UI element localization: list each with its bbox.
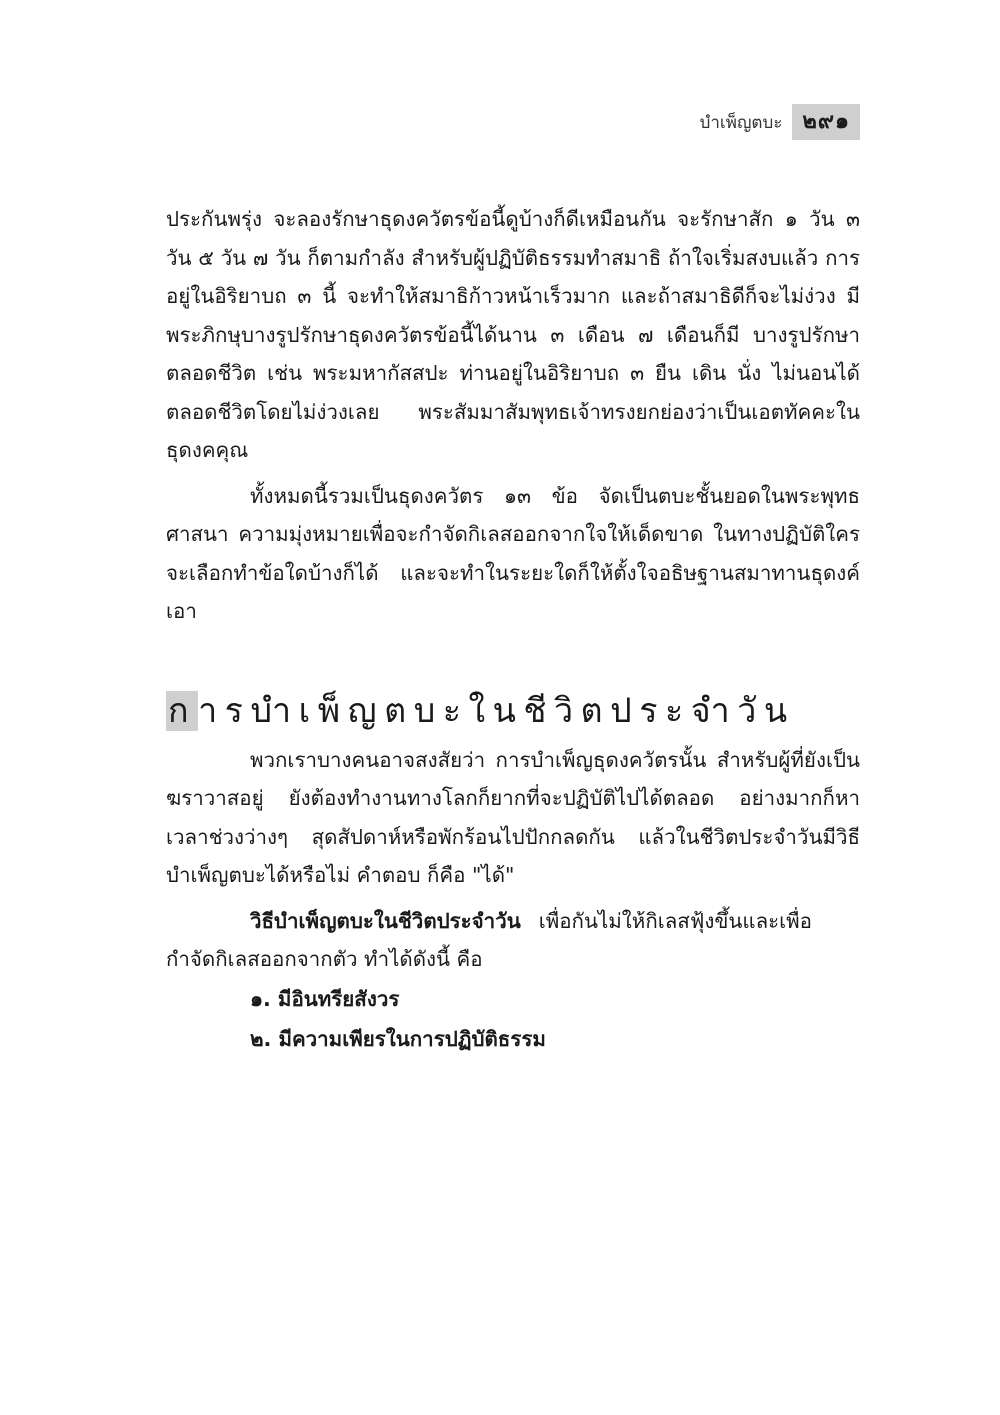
page-header: [700, 104, 860, 140]
list-item-1: ๑. มีอินทรียสังวร: [250, 986, 400, 1011]
paragraph-4: [166, 902, 860, 979]
section-heading-text: ารบำเพ็ญตบะในชีวิตประจำวัน: [198, 690, 795, 731]
page-number: ๒๙๑: [792, 104, 860, 140]
section-heading: [166, 689, 860, 733]
section-heading-initial: ก: [168, 690, 197, 731]
paragraph-4-text: เพื่อกันไม่ให้กิเลสฟุ้งขึ้นและเพื่อกำจัดกิเลสออกจากตัว ทำได้ดังนี้ คือ: [166, 908, 812, 971]
running-title: บำเพ็ญตบะ: [699, 112, 783, 133]
list-item-2: ๒. มีความเพียรในการปฏิบัติธรรม: [250, 1026, 546, 1051]
paragraph-2: ทั้งหมดนี้รวมเป็นธุดงควัตร ๑๓ ข้อ จัดเป็นตบะชั้นยอดในพระพุทธศาสนา ความมุ่งหมายเพื่อจะกำจัดกิเลสออกจากใจให้เด็ดขาด ในทางปฏิบัติใครจะเลือกทำข้อใดบ้างก็ได้ และจะทำในระยะใดก็ให้ตั้งใจอธิษฐานสมาทานธุดงค์เอา: [166, 483, 860, 623]
paragraph-1: ประกันพรุ่ง จะลองรักษาธุดงควัตรข้อนี้ดูบ้างก็ดีเหมือนกัน จะรักษาสัก ๑ วัน ๓ วัน ๕ วัน ๗ วัน ก็ตามกำลัง สำหรับผู้ปฏิบัติธรรมทำสมาธิ ถ้าใจเริ่มสงบแล้ว การอยู่ในอิริยาบถ ๓ นี้ จะทำให้สมาธิก้าวหน้าเร็วมาก และถ้าสมาธิดีก็จะไม่ง่วง มีพระภิกษุบางรูปรักษาธุดงควัตรข้อนี้ได้นาน ๓ เดือน ๗ เดือนก็มี บางรูปรักษาตลอดชีวิต เช่น พระมหากัสสปะ ท่านอยู่ในอิริยาบถ ๓ ยืน เดิน นั่ง ไม่นอนได้ตลอดชีวิตโดยไม่ง่วงเลย พระสัมมาสัมพุทธเจ้าทรงยกย่องว่าเป็นเอตทัคคะในธุดงคคุณ: [166, 207, 860, 462]
page-body: [166, 200, 860, 1059]
paragraph-3: พวกเราบางคนอาจสงสัยว่า การบำเพ็ญธุดงควัตรนั้น สำหรับผู้ที่ยังเป็นฆราวาสอยู่ ยังต้องทำงานทางโลกก็ยากที่จะปฏิบัติไปได้ตลอด อย่างมากก็หาเวลาช่วงว่างๆ สุดสัปดาห์หรือพักร้อนไปปักกลดกัน แล้วในชีวิตประจำวันมีวิธีบำเพ็ญตบะได้หรือไม่ คำตอบ ก็คือ "ได้": [166, 747, 860, 887]
paragraph-4-lead: วิธีบำเพ็ญตบะในชีวิตประจำวัน: [250, 908, 521, 933]
